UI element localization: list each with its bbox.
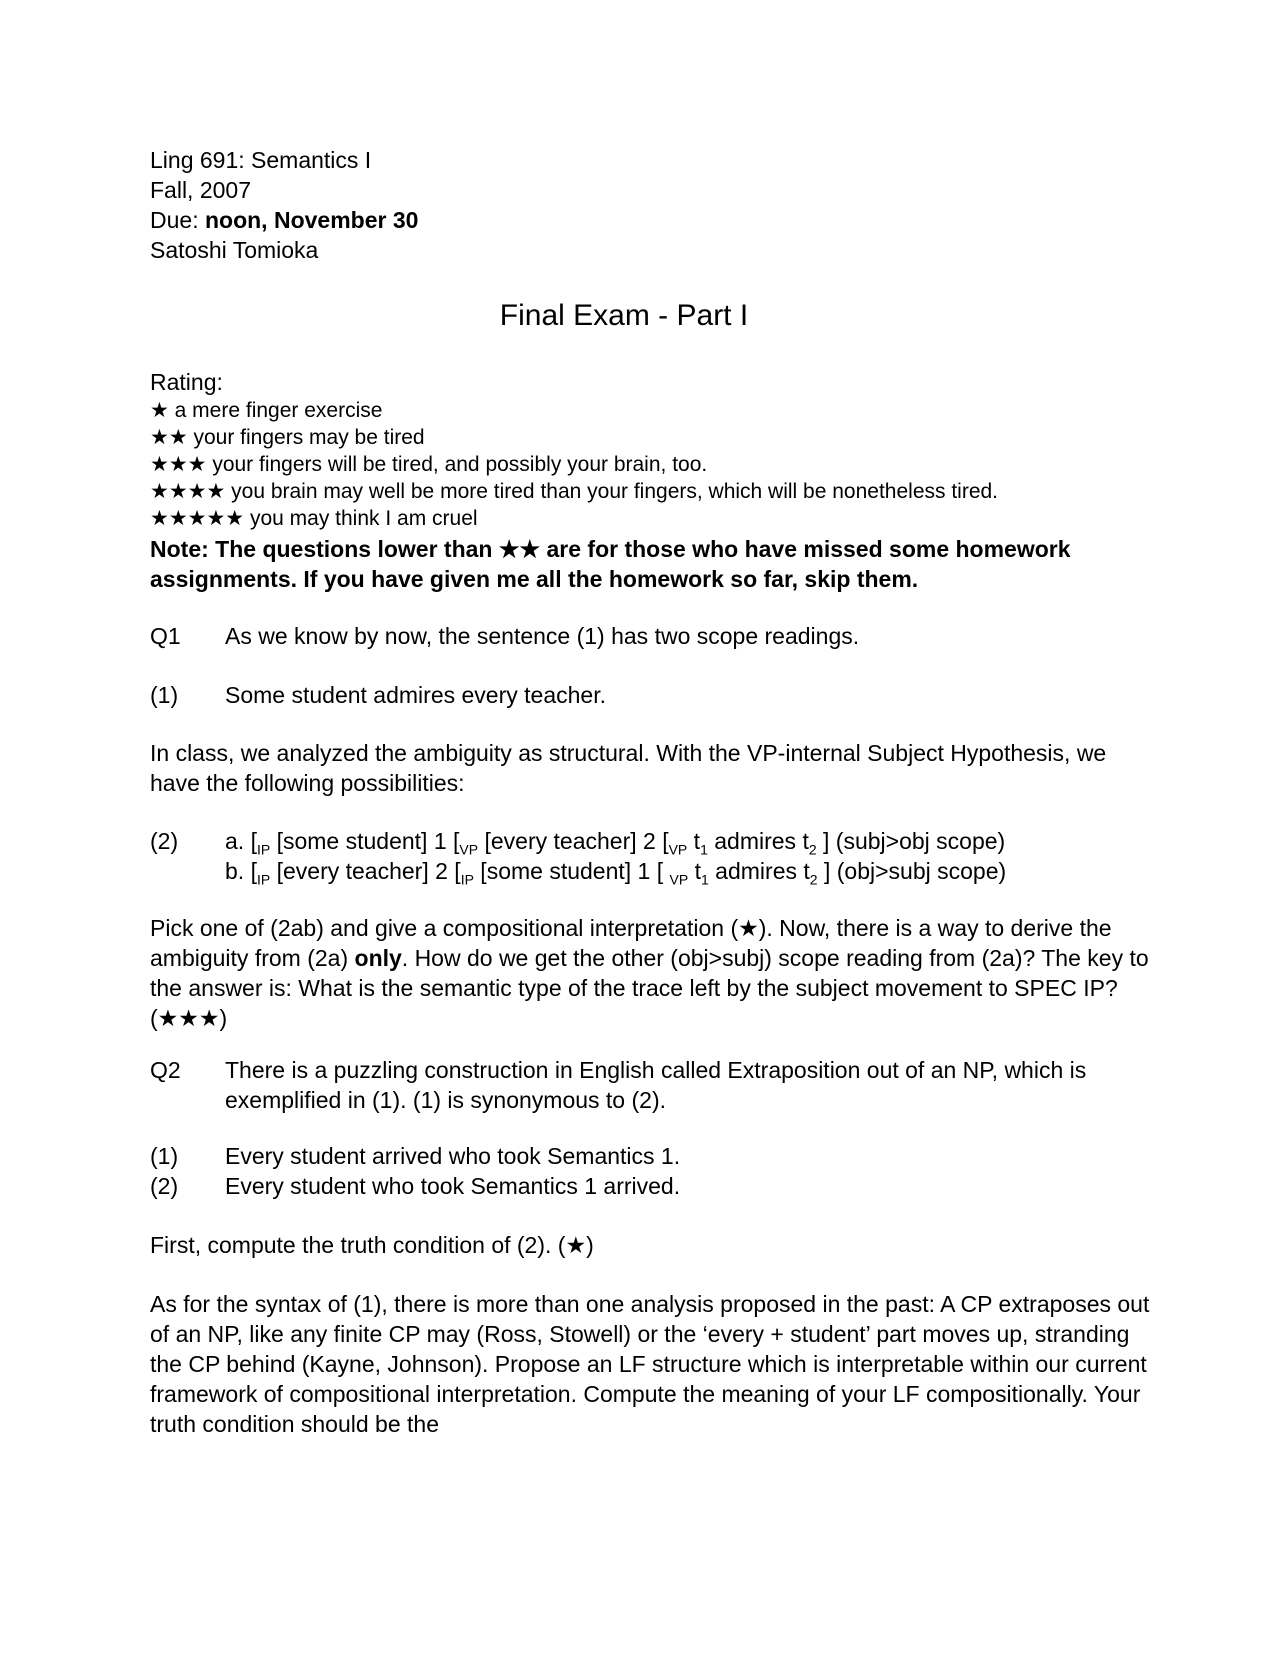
rating-item: ★ a mere finger exercise [150, 399, 383, 422]
q2-intro: There is a puzzling construction in English called Extraposition out of an NP, which is exemplified in (1). (1) is synonymous to (2). [225, 1057, 1087, 1113]
text: t [687, 828, 701, 854]
text: b. [ [225, 858, 257, 884]
subscript: IP [460, 871, 474, 888]
text: [some student] 1 [ [270, 828, 460, 854]
due-date [150, 205, 418, 235]
example-number: (2) [150, 1173, 179, 1199]
text: [some student] 1 [ [473, 858, 670, 884]
due-value: noon, November 30 [204, 207, 419, 233]
rating-heading: Rating: [150, 369, 223, 395]
page-title: Final Exam - Part I [499, 299, 749, 332]
q1-example-1 [150, 680, 1150, 710]
text: t [688, 858, 701, 884]
rating-item: ★★★ your fingers will be tired, and possibly your brain, too. [150, 453, 708, 476]
example-sentence: Every student who took Semantics 1 arrived. [225, 1173, 681, 1199]
instructor: Satoshi Tomioka [150, 237, 319, 263]
q1-example-2 [150, 826, 1150, 886]
example-2b [225, 856, 1150, 886]
example-2a [225, 826, 1150, 856]
example-sentence: Some student admires every teacher. [225, 682, 606, 708]
text: admires t [708, 858, 810, 884]
subscript: 2 [808, 841, 817, 858]
header-block [150, 145, 418, 265]
note: Note: The questions lower than ★★ are for those who have missed some homework assignments. If you have given me all the homework so far, skip them. [150, 536, 1071, 592]
rating-item: ★★★★ you brain may well be more tired than your fingers, which will be nonetheless tired. [150, 480, 999, 503]
q2-example-2 [150, 1171, 1150, 1201]
q1-paragraph-2 [150, 913, 1150, 1033]
q1-label: Q1 [150, 623, 181, 649]
rating-item: ★★★★★ you may think I am cruel [150, 507, 478, 530]
text: [every teacher] 2 [ [478, 828, 669, 854]
question-1 [150, 621, 1150, 651]
text: ] (obj>subj scope) [817, 858, 1007, 884]
q1-intro: As we know by now, the sentence (1) has two scope readings. [225, 623, 860, 649]
q1-paragraph-1: In class, we analyzed the ambiguity as structural. With the VP-internal Subject Hypothesis, we have the following possibilities: [150, 740, 1107, 796]
subscript: IP [256, 871, 271, 888]
text: a. [ [225, 828, 257, 854]
text: . How do we get the other (obj>subj) scope reading from (2a)? The key to the answer is: What is the semantic type of the trace left by the subject movement to SPEC IP? (★★★) [150, 945, 1149, 1031]
subscript: 1 [701, 871, 709, 888]
subscript: 2 [809, 871, 818, 888]
term: Fall, 2007 [150, 177, 252, 203]
question-2 [150, 1055, 1150, 1115]
example-number: (1) [150, 1143, 179, 1169]
text: ] (subj>obj scope) [816, 828, 1006, 854]
subscript: IP [256, 841, 271, 858]
text: admires t [707, 828, 809, 854]
subscript: VP [668, 841, 688, 858]
example-number: (2) [150, 828, 179, 854]
rating-item: ★★ your fingers may be tired [150, 426, 425, 449]
q2-example-1 [150, 1141, 1150, 1171]
subscript: VP [459, 841, 479, 858]
q2-label: Q2 [150, 1057, 181, 1083]
example-sentence: Every student arrived who took Semantics 1. [225, 1143, 681, 1169]
q2-paragraph-2: As for the syntax of (1), there is more than one analysis proposed in the past: A CP extraposes out of an NP, like any finite CP may (Ross, Stowell) or the ‘every + student’ part moves up, stranding the CP behind (Kayne, Johnson). Propose an LF structure which is interpretable within our current framework of compositional interpretation. Compute the meaning of your LF compositionally. Your truth condition should be the [150, 1291, 1150, 1437]
course-name: Ling 691: Semantics I [150, 147, 372, 173]
example-number: (1) [150, 682, 179, 708]
subscript: 1 [700, 841, 708, 858]
text: [every teacher] 2 [ [270, 858, 461, 884]
rating-section [150, 367, 998, 532]
subscript: VP [669, 871, 689, 888]
emphasis: only [354, 945, 402, 971]
q2-paragraph-1: First, compute the truth condition of (2). (★) [150, 1232, 594, 1258]
due-label: Due: [150, 207, 205, 233]
text: Pick one of (2ab) and give a compositional interpretation (★). Now, there is a way to derive the ambiguity from (2a) [150, 915, 1112, 971]
